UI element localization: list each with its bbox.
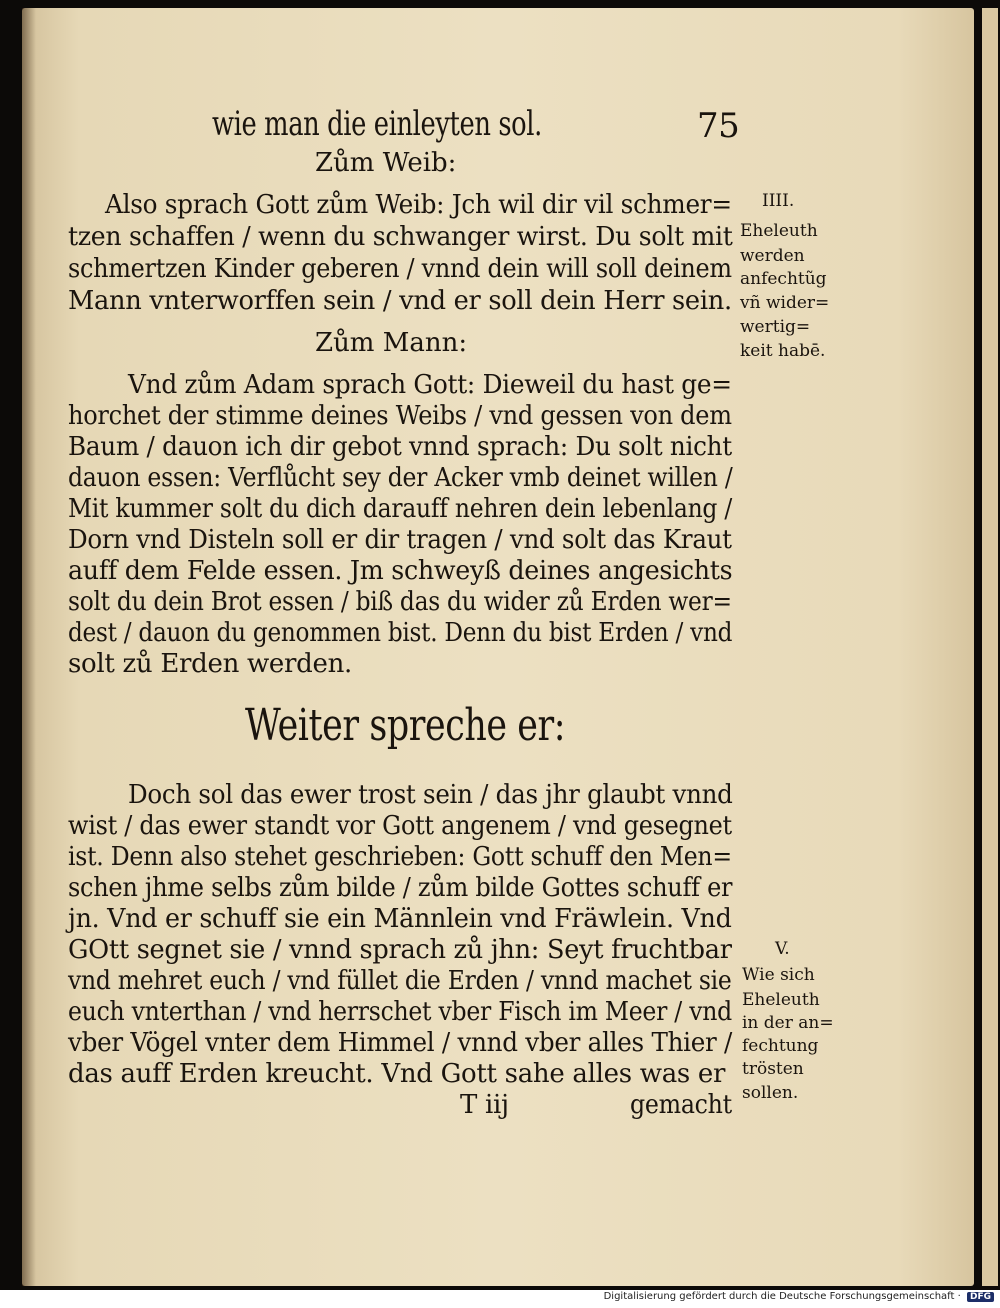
- text-line: euch vnterthan / vnd herrschet vber Fisch im Meer / vnd: [68, 997, 732, 1027]
- margin-note-line: vñ wider=: [740, 293, 830, 313]
- text-line: Baum / dauon ich dir gebot vnnd sprach: Du solt nicht: [68, 432, 732, 462]
- margin-note-line: werden: [740, 246, 805, 266]
- signature-mark: T iij: [460, 1090, 509, 1120]
- margin-note-line: keit habē.: [740, 341, 826, 361]
- text-line: dauon essen: Verflůcht sey der Acker vmb deinet willen /: [68, 463, 733, 493]
- page-number: 75: [697, 106, 740, 146]
- text-line: dest / dauon du genommen bist. Denn du bist Erden / vnd: [68, 618, 733, 648]
- text-line: horchet der stimme deines Weibs / vnd gessen von dem: [68, 401, 732, 431]
- text-line: Mann vnterworffen sein / vnd er soll dein Herr sein.: [68, 286, 732, 316]
- margin-note-line: Eheleuth: [740, 221, 818, 241]
- text-line: jn. Vnd er schuff sie ein Männlein vnd Fräwlein. Vnd: [68, 904, 732, 934]
- dfg-logo: DFG: [967, 1292, 994, 1302]
- text-line: GOtt segnet sie / vnnd sprach zů jhn: Seyt fruchtbar: [68, 935, 732, 965]
- text-line: ist. Denn also stehet geschrieben: Gott schuff den Men=: [68, 842, 732, 872]
- text-line: wist / das ewer standt vor Gott angenem / vnd gesegnet: [68, 811, 732, 841]
- margin-note-line: in der an=: [742, 1013, 834, 1033]
- catchword: gemacht: [630, 1090, 732, 1120]
- text-line: schen jhme selbs zům bilde / zům bilde Gottes schuff er: [68, 873, 733, 903]
- text-line: das auff Erden kreucht. Vnd Gott sahe alles was er: [68, 1059, 726, 1089]
- text-line: vnd mehret euch / vnd füllet die Erden / vnnd machet sie: [68, 966, 732, 996]
- margin-note-number: V.: [775, 939, 790, 959]
- text-line: solt du dein Brot essen / biß das du wider zů Erden wer=: [68, 587, 732, 617]
- section-heading-weiter: Weiter spreche er:: [245, 700, 566, 751]
- text-line: Doch sol das ewer trost sein / das jhr glaubt vnnd: [128, 780, 733, 810]
- section-heading-weib: Zům Weib:: [315, 148, 457, 178]
- credit-text: Digitalisierung gefördert durch die Deutsche Forschungsgemeinschaft ·: [603, 1291, 961, 1302]
- text-line: tzen schaffen / wenn du schwanger wirst. Du solt mit: [68, 222, 733, 252]
- margin-note-line: Eheleuth: [742, 990, 820, 1010]
- margin-note-line: trösten: [742, 1059, 804, 1079]
- text-line: Dorn vnd Disteln soll er dir tragen / vnd solt das Kraut: [68, 525, 732, 555]
- text-line: auff dem Felde essen. Jm schweyß deines angesichts: [68, 556, 733, 586]
- margin-note-line: anfechtũg: [740, 269, 827, 289]
- margin-note-line: Wie sich: [742, 965, 815, 985]
- margin-note-line: sollen.: [742, 1083, 799, 1103]
- gutter-shadow: [22, 8, 36, 1286]
- margin-note-number: IIII.: [762, 191, 795, 211]
- margin-note-line: wertig=: [740, 317, 811, 337]
- digitization-credit: [604, 1291, 994, 1302]
- margin-note-line: fechtung: [742, 1036, 819, 1056]
- text-line: schmertzen Kinder geberen / vnnd dein will soll deinem: [68, 254, 732, 284]
- text-line: solt zů Erden werden.: [68, 649, 352, 679]
- running-title: wie man die einleyten sol.: [212, 104, 542, 144]
- text-line: vber Vögel vnter dem Himmel / vnnd vber alles Thier /: [68, 1028, 733, 1058]
- section-heading-mann: Zům Mann:: [315, 328, 468, 358]
- page-edge: [982, 8, 998, 1286]
- text-line: Also sprach Gott zům Weib: Jch wil dir vil schmer=: [105, 190, 732, 220]
- text-line: Vnd zům Adam sprach Gott: Dieweil du hast ge=: [128, 370, 732, 400]
- text-line: Mit kummer solt du dich darauff nehren dein lebenlang /: [68, 494, 733, 524]
